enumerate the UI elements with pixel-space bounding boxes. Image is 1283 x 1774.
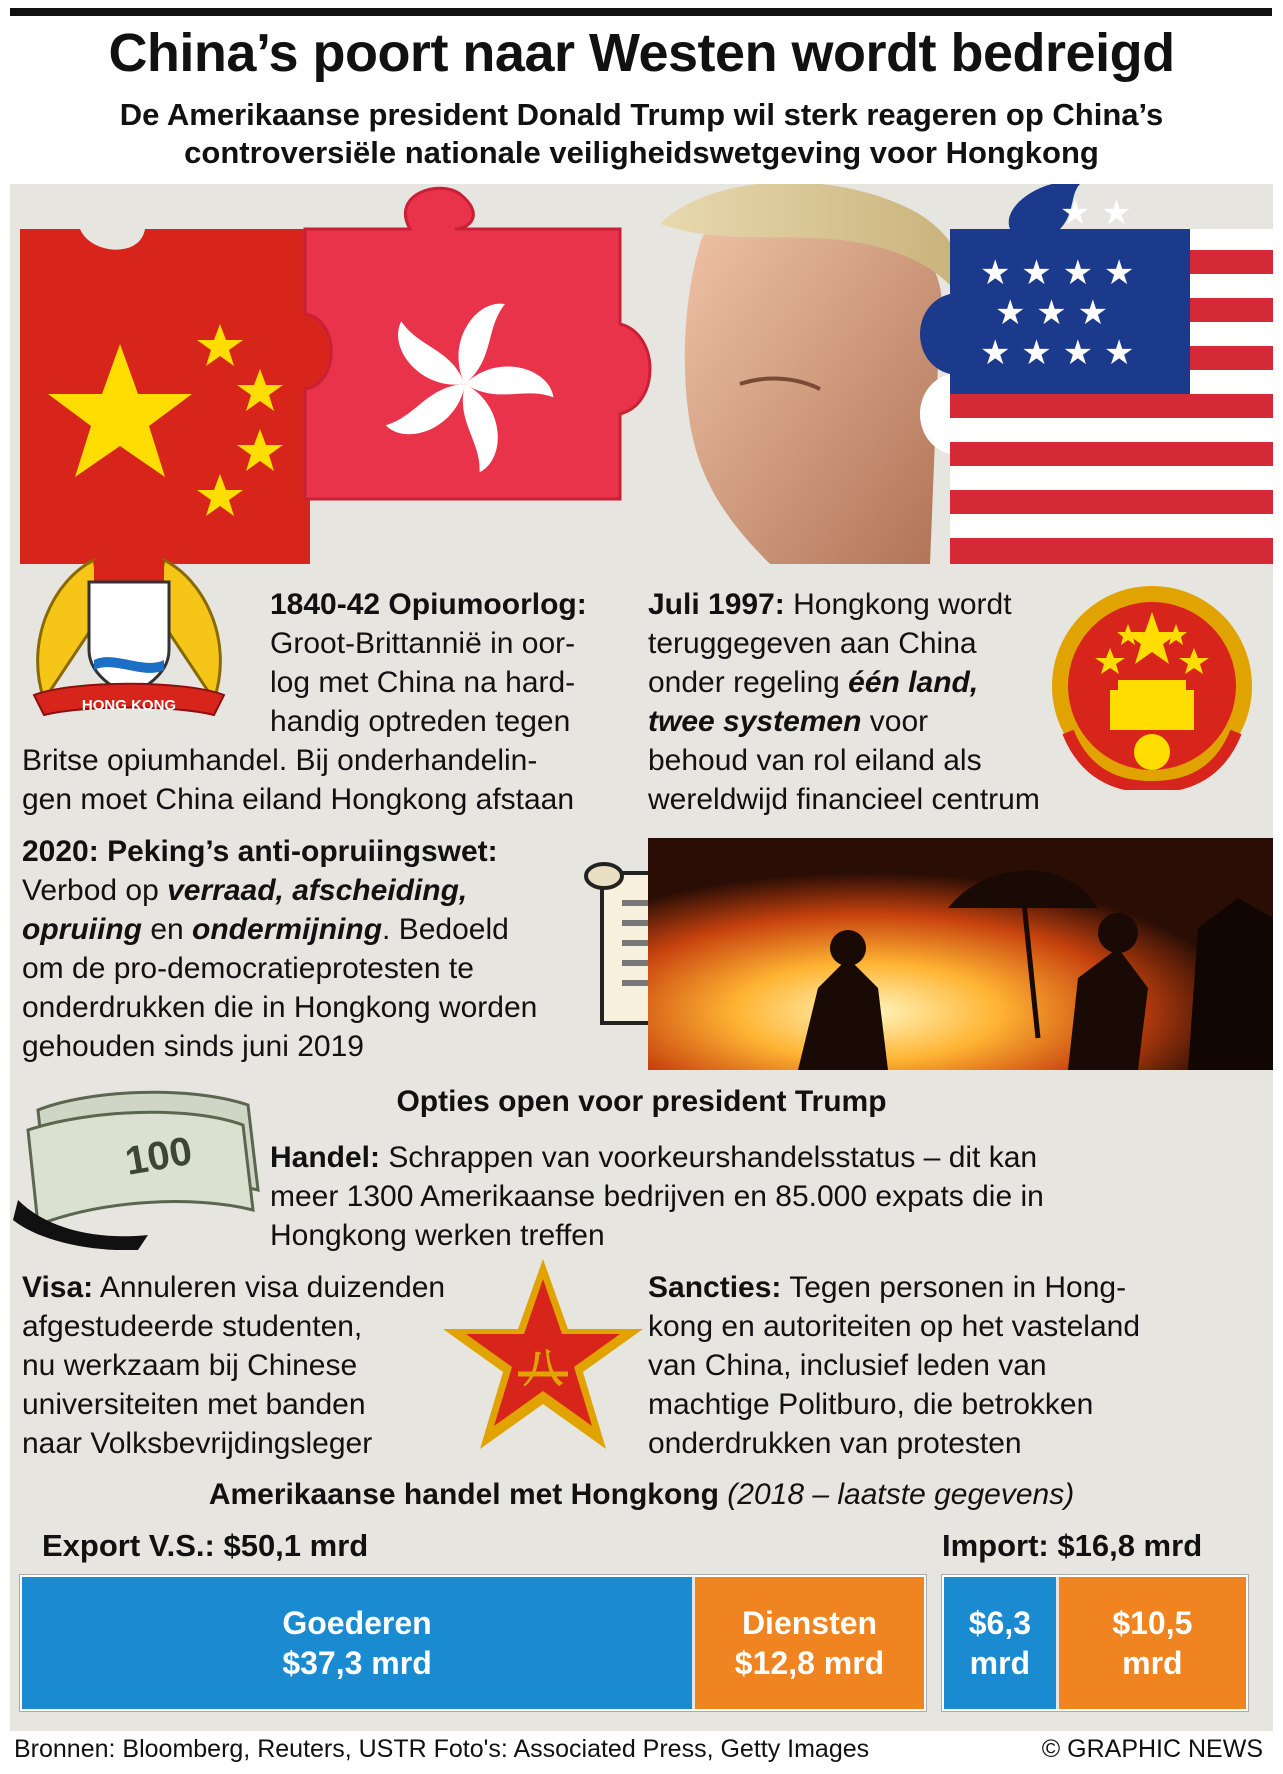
handover-1997-text-3b: één land,: [848, 666, 979, 699]
export-goods-name: Goederen: [282, 1605, 432, 1641]
visa-text-4: universiteiten met banden: [22, 1388, 366, 1421]
import-services-value-2: mrd: [1122, 1645, 1183, 1681]
law-2020-text-2c: ondermijning: [192, 913, 383, 946]
law-2020-text-1a: Verbod op: [22, 874, 168, 907]
opium-war-text-5: gen moet China eiland Hongkong afstaan: [22, 783, 575, 816]
sanctions-heading: Sancties:: [648, 1271, 782, 1304]
trade-heading: Handel:: [270, 1141, 381, 1174]
protest-photo: [648, 838, 1273, 1070]
trade-text-2: meer 1300 Amerikaanse bedrijven en 85.000 expats die in: [270, 1180, 1044, 1213]
law-2020-text-3: om de pro-democratieprotesten te: [22, 952, 474, 985]
footer-credit: © GRAPHIC NEWS: [1041, 1735, 1263, 1763]
import-services-value-1: $10,5: [1112, 1605, 1193, 1641]
visa-text-5: naar Volksbevrijdingsleger: [22, 1427, 373, 1460]
import-stacked-bar: [942, 1575, 1248, 1711]
svg-text:★ ★ ★ ★: ★ ★ ★ ★: [980, 253, 1135, 293]
sanctions-text-5: onderdrukken van protesten: [648, 1427, 1022, 1460]
law-2020-line-1: [22, 871, 467, 910]
law-2020-text-4: onderdrukken die in Hongkong worden: [22, 991, 538, 1024]
hong-kong-coat-of-arms-icon: [14, 520, 244, 720]
export-goods-segment: [22, 1577, 692, 1709]
handover-1997-heading: Juli 1997:: [648, 588, 785, 621]
export-goods-value: $37,3 mrd: [282, 1645, 432, 1681]
trade-line-1: [270, 1138, 1037, 1177]
opium-war-text-1: Groot-Brittannië in oor-: [270, 627, 576, 660]
handover-1997-text-4a: twee systemen: [648, 705, 862, 738]
import-goods-segment: [944, 1577, 1056, 1709]
law-2020-heading: 2020: Peking’s anti-opruiingswet:: [22, 835, 498, 868]
opium-war-text-2: log met China na hard-: [270, 666, 576, 699]
sanctions-text-1: Tegen personen in Hong-: [789, 1271, 1127, 1304]
law-2020-text-2d: . Bedoeld: [382, 913, 509, 946]
law-2020-line-2: [22, 910, 509, 949]
page-title: China’s poort naar Westen wordt bedreigd: [108, 23, 1175, 83]
opium-war-text-4: Britse opiumhandel. Bij onderhandelin-: [22, 744, 538, 777]
us-flag-puzzle-piece: [920, 184, 1273, 564]
hong-kong-flag-puzzle-piece: [305, 188, 650, 499]
handover-1997-line-3: [648, 663, 978, 702]
china-national-emblem-icon: [1048, 582, 1256, 790]
footer-sources: Bronnen: Bloomberg, Reuters, USTR Foto's: Associated Press, Getty Images: [14, 1735, 870, 1763]
trade-section-heading: Amerikaanse handel met Hongkong: [208, 1478, 719, 1511]
visa-text-1: Annuleren visa duizenden: [99, 1271, 446, 1304]
opium-war-heading: 1840-42 Opiumoorlog:: [270, 588, 587, 621]
options-heading: Opties open voor president Trump: [396, 1085, 887, 1118]
handover-1997-text-5: behoud van rol eiland als: [648, 744, 982, 777]
china-flag-puzzle-piece: [20, 229, 336, 564]
opium-war-text-3: handig optreden tegen: [270, 705, 571, 738]
sanctions-text-4: machtige Politburo, die betrokken: [648, 1388, 1094, 1421]
import-services-segment: [1059, 1577, 1246, 1709]
pla-red-star-icon: [438, 1254, 648, 1454]
visa-text-3: nu werkzaam bij Chinese: [22, 1349, 358, 1382]
svg-text:★ ★ ★: ★ ★ ★: [995, 293, 1109, 333]
svg-text:★ ★: ★ ★: [1060, 193, 1132, 233]
export-services-segment: [695, 1577, 924, 1709]
puzzle-pieces-illustration: [10, 184, 1273, 564]
subtitle-line-1: De Amerikaanse president Donald Trump wil sterk reageren op China’s: [119, 97, 1164, 132]
hero-illustration: [10, 184, 1273, 564]
law-2020-text-1b: verraad, afscheiding,: [167, 874, 468, 907]
trade-text-3: Hongkong werken treffen: [270, 1219, 605, 1252]
export-stacked-bar: [20, 1575, 926, 1711]
svg-text:★ ★ ★ ★: ★ ★ ★ ★: [980, 333, 1135, 373]
handover-1997-text-4b: voor: [861, 705, 929, 738]
trade-section-note: (2018 – laatste gegevens): [727, 1478, 1075, 1511]
export-services-value: $12,8 mrd: [734, 1645, 885, 1681]
handover-1997-text-6: wereldwijd financieel centrum: [648, 783, 1040, 816]
trade-text-1: Schrappen van voorkeurshandelsstatus – dit kan: [388, 1141, 1038, 1174]
export-bar-label: Export V.S.: $50,1 mrd: [42, 1528, 369, 1563]
law-2020-text-5: gehouden sinds juni 2019: [22, 1030, 364, 1063]
visa-text-2: afgestudeerde studenten,: [22, 1310, 363, 1343]
handover-1997-text-2: teruggegeven aan China: [648, 627, 977, 660]
sanctions-text-3: van China, inclusief leden van: [648, 1349, 1047, 1382]
law-2020-text-2a: opruiing: [22, 913, 142, 946]
top-rule: [10, 8, 1272, 16]
trade-section-heading-row: [0, 1478, 1283, 1512]
svg-text:100: 100: [121, 1128, 196, 1184]
visa-line-1: [22, 1268, 445, 1307]
svg-text:八: 八: [523, 1346, 563, 1392]
sanctions-text-2: kong en autoriteiten op het vasteland: [648, 1310, 1141, 1343]
import-goods-value-1: $6,3: [968, 1605, 1032, 1641]
trump-portrait: [660, 184, 966, 564]
sanctions-line-1: [648, 1268, 1126, 1307]
law-2020-text-2b: en: [141, 913, 193, 946]
subtitle-line-2: controversiële nationale veiligheidswetgeving voor Hongkong: [184, 135, 1099, 170]
handover-1997-line-1: [648, 585, 1012, 624]
opium-war-heading-block: [270, 585, 587, 624]
handover-1997-line-4: [648, 702, 928, 741]
import-goods-value-2: mrd: [969, 1645, 1031, 1681]
import-bar-label: Import: $16,8 mrd: [942, 1528, 1203, 1563]
handover-1997-text-1: Hongkong wordt: [793, 588, 1012, 621]
handover-1997-text-3a: onder regeling: [648, 666, 849, 699]
export-services-name: Diensten: [741, 1605, 878, 1641]
visa-heading: Visa:: [22, 1271, 94, 1304]
law-2020-heading-block: [22, 832, 498, 871]
page-subtitle: [0, 96, 1283, 172]
coat-of-arms-ribbon-text: HONG KONG: [81, 697, 177, 714]
